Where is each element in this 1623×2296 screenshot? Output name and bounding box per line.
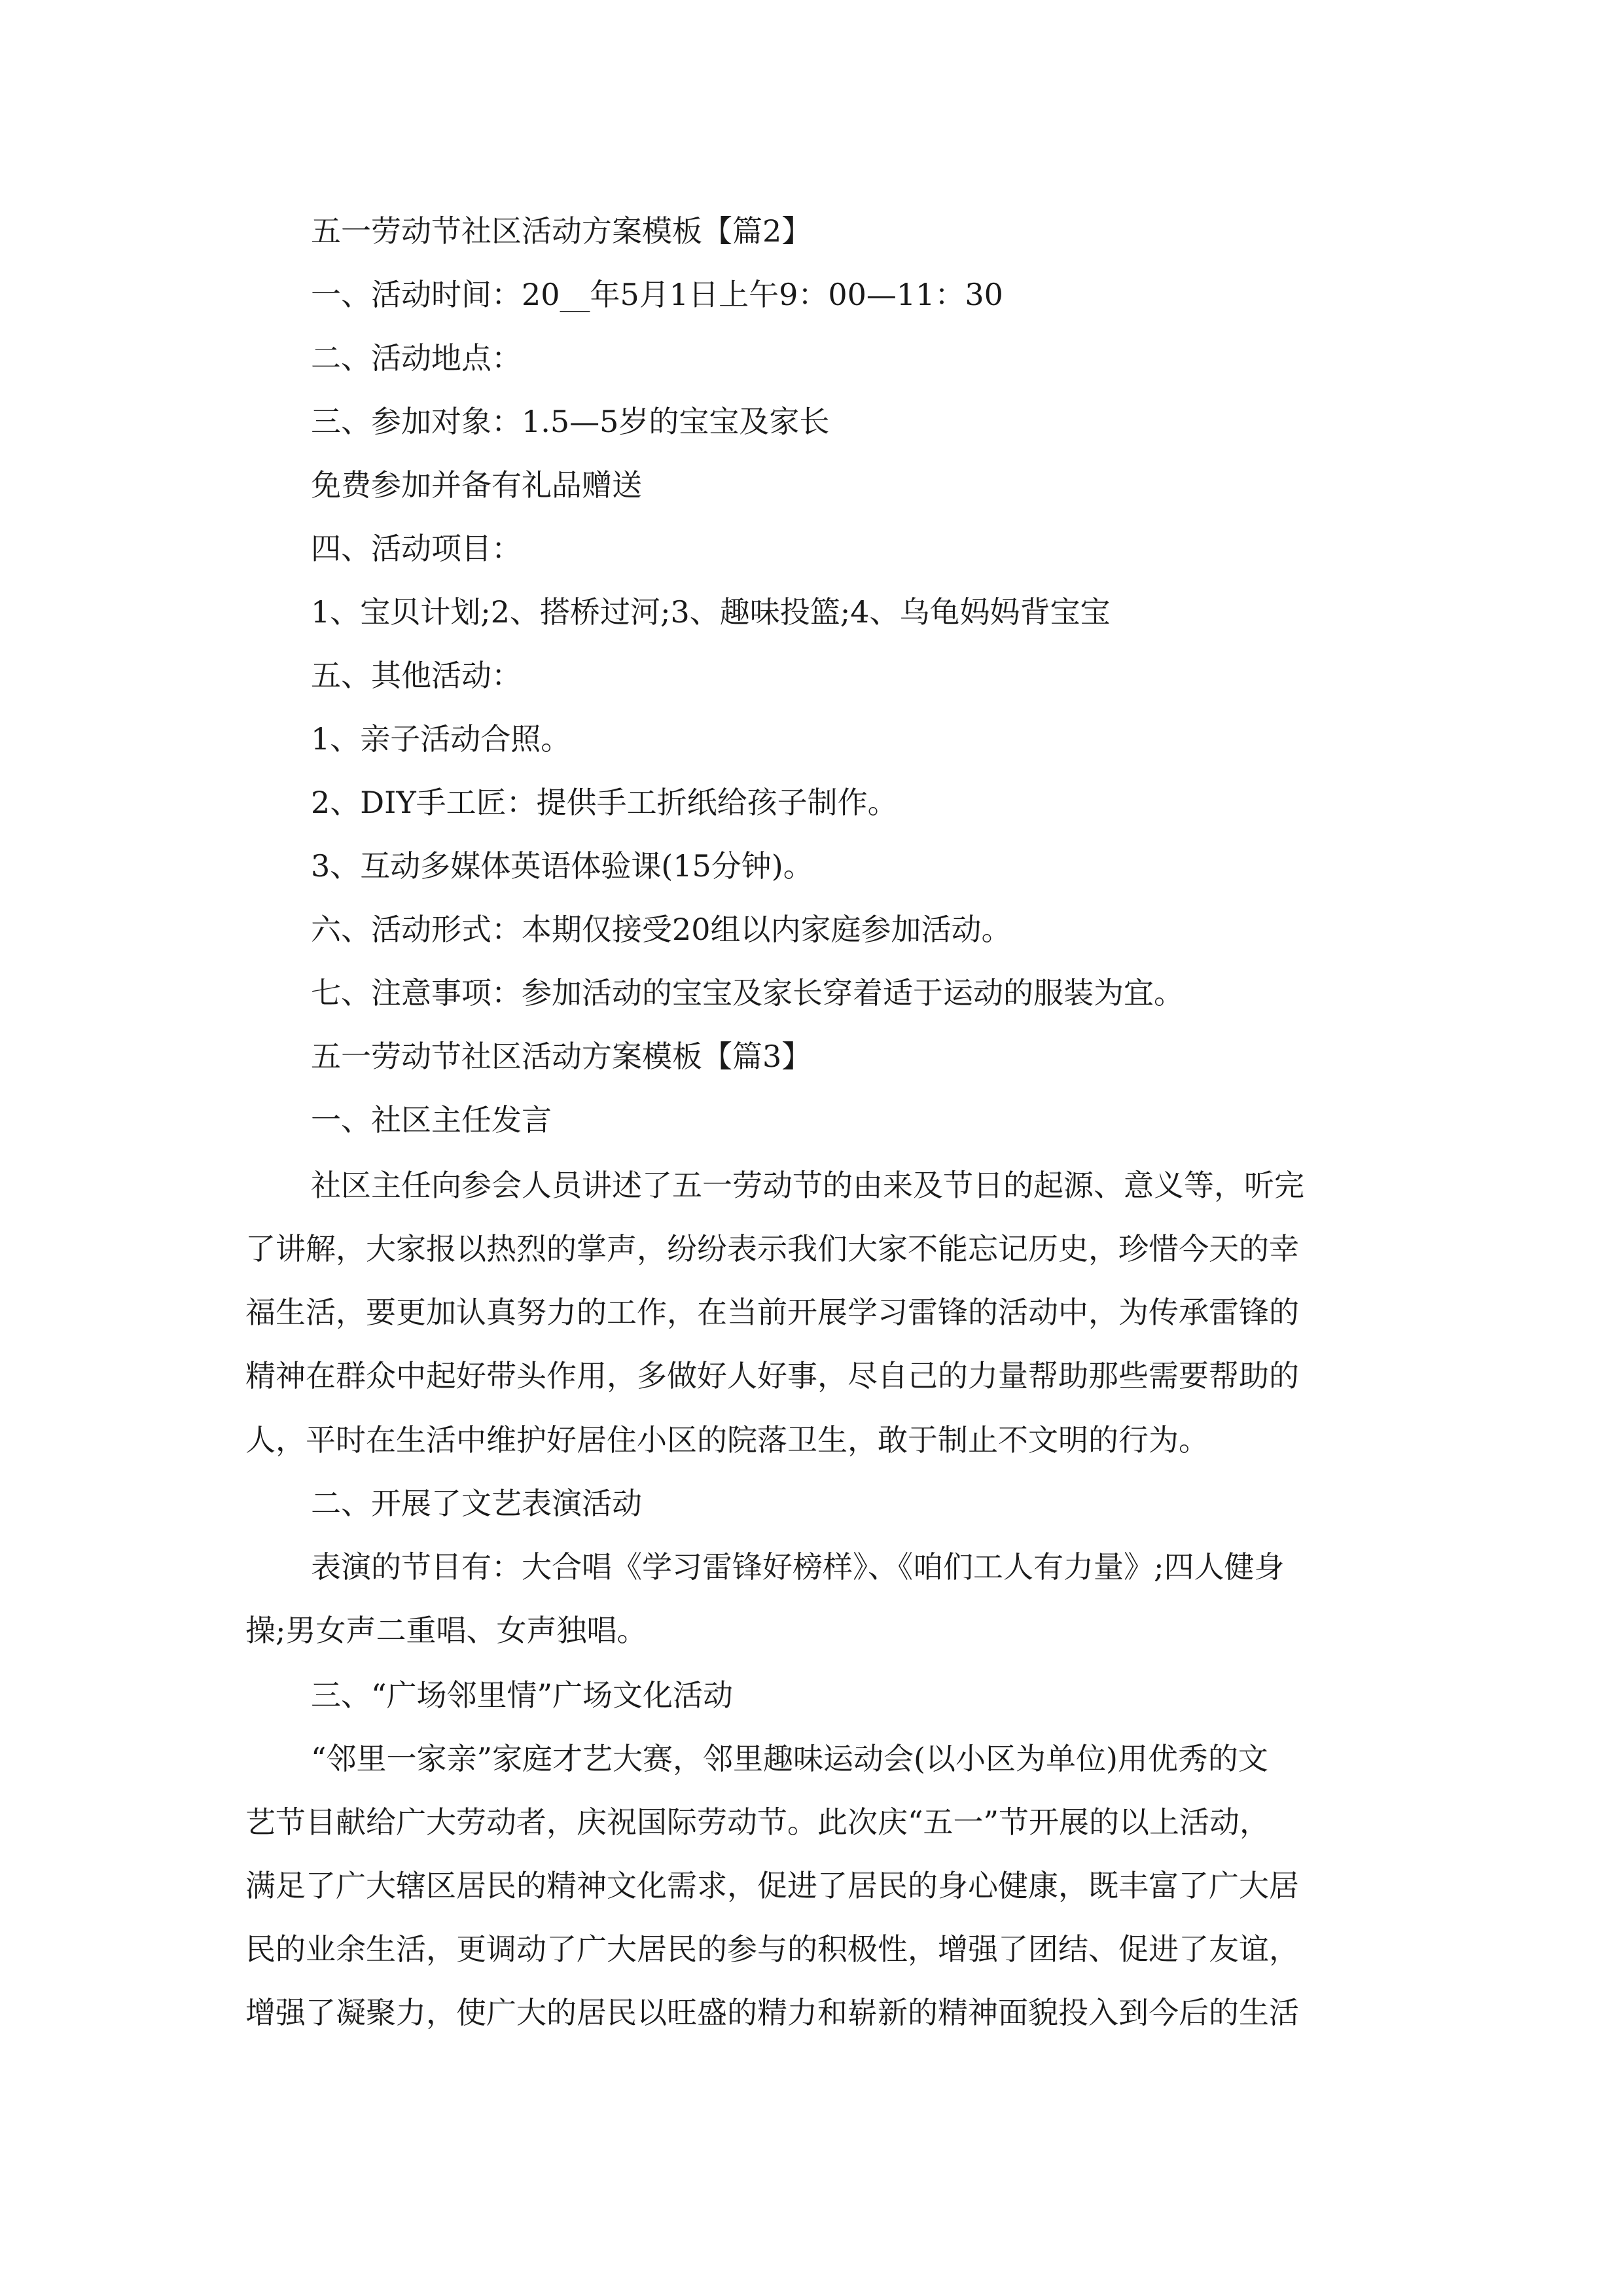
paragraph-line: 二、活动地点：: [311, 340, 522, 376]
section-heading: 五一劳动节社区活动方案模板【篇3】: [311, 1039, 812, 1074]
paragraph-line: 一、活动时间：20__年5月1日上午9：00—11：30: [311, 277, 1003, 312]
paragraph-line: 一、社区主任发言: [311, 1102, 552, 1138]
paragraph-line: 五、其他活动：: [311, 658, 522, 693]
paragraph-line: 1、亲子活动合照。: [311, 721, 571, 757]
paragraph-line: 民的业余生活，更调动了广大居民的参与的积极性，增强了团结、促进了友谊，: [245, 1931, 1299, 1967]
paragraph-line: 表演的节目有：大合唱《学习雷锋好榜样》、《咱们工人有力量》;四人健身: [311, 1549, 1285, 1585]
paragraph-line: 精神在群众中起好带头作用，多做好人好事，尽自己的力量帮助那些需要帮助的: [245, 1358, 1299, 1393]
paragraph-line: 3、互动多媒体英语体验课(15分钟)。: [311, 848, 813, 884]
paragraph-line: 满足了广大辖区居民的精神文化需求，促进了居民的身心健康，既丰富了广大居: [245, 1868, 1299, 1903]
paragraph-line: “邻里一家亲”家庭才艺大赛，邻里趣味运动会(以小区为单位)用优秀的文: [311, 1741, 1268, 1776]
paragraph-line: 社区主任向参会人员讲述了五一劳动节的由来及节日的起源、意义等，听完: [311, 1168, 1304, 1203]
paragraph-line: 操;男女声二重唱、女声独唱。: [245, 1613, 647, 1648]
paragraph-line: 三、参加对象：1.5—5岁的宝宝及家长: [311, 404, 830, 439]
paragraph-line: 二、开展了文艺表演活动: [311, 1486, 642, 1521]
paragraph-line: 艺节目献给广大劳动者，庆祝国际劳动节。此次庆“五一”节开展的以上活动，: [245, 1804, 1270, 1840]
paragraph-line: 了讲解，大家报以热烈的掌声，纷纷表示我们大家不能忘记历史，珍惜今天的幸: [245, 1231, 1299, 1266]
paragraph-line: 四、活动项目：: [311, 531, 522, 566]
paragraph-line: 人，平时在生活中维护好居住小区的院落卫生，敢于制止不文明的行为。: [245, 1422, 1209, 1458]
paragraph-line: 增强了凝聚力，使广大的居民以旺盛的精力和崭新的精神面貌投入到今后的生活: [245, 1995, 1299, 2030]
section-heading: 五一劳动节社区活动方案模板【篇2】: [311, 213, 812, 249]
paragraph-line: 七、注意事项：参加活动的宝宝及家长穿着适于运动的服装为宜。: [311, 975, 1184, 1011]
paragraph-line: 福生活，要更加认真努力的工作，在当前开展学习雷锋的活动中，为传承雷锋的: [245, 1295, 1299, 1330]
paragraph-line: 2、DIY手工匠：提供手工折纸给孩子制作。: [311, 785, 898, 820]
paragraph-line: 免费参加并备有礼品赠送: [311, 467, 642, 503]
paragraph-line: 1、宝贝计划;2、搭桥过河;3、趣味投篮;4、乌龟妈妈背宝宝: [311, 594, 1111, 630]
paragraph-line: 六、活动形式：本期仅接受20组以内家庭参加活动。: [311, 912, 1012, 947]
paragraph-line: 三、“广场邻里情”广场文化活动: [311, 1677, 734, 1713]
